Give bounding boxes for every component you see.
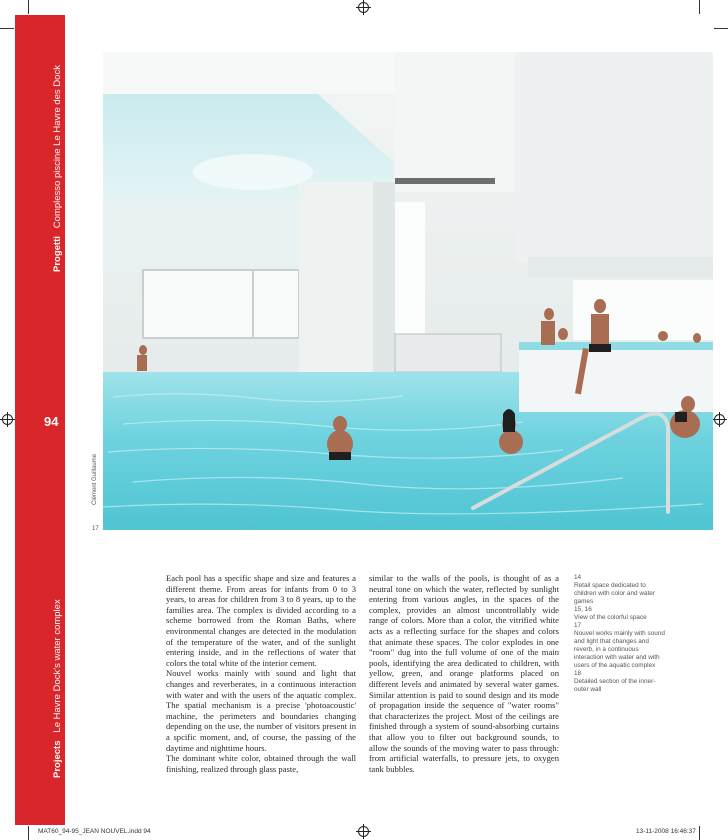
pool-photo [103, 52, 713, 530]
crop-mark [699, 0, 700, 14]
band-bottom-label [52, 599, 63, 778]
band-top-label-text: Complesso piscine Le Havre des Dock [52, 65, 63, 229]
caption-number: 17 [574, 622, 582, 629]
crop-mark [714, 28, 728, 29]
slug-timestamp: 13-11-2008 16:46:37 [636, 828, 696, 835]
crop-mark [699, 826, 700, 840]
crop-mark [28, 0, 29, 14]
crop-mark [0, 28, 14, 29]
body-paragraph: Each pool has a specific shape and size and features a different theme. From areas for infants from 0 to 3 years, to areas for children from 3 to 8 years, up to the families area. The complex is divided according to a scheme borrowed from the Roman Baths, where environmental changes are detected in the modulation of the temperature of the water, and of the sunlight entering inside, and in the reflections of water that colors the total white of the interior cement. [166, 573, 356, 668]
body-column-2 [369, 573, 559, 774]
body-paragraph: Nouvel works mainly with sound and light that changes and reverberates, in a continuous interaction with water and with the users of the aquatic complex. The spatial mechanism is a precise 'photoacoustic' machine, the perimeters and boundaries changing depending on the use, the number of visitors present in a spcific moment, and, of course, the passing of the daytime and nighttime hours. [166, 668, 356, 753]
band-bottom-label-bold: Projects [52, 740, 63, 778]
figure-number: 17 [92, 526, 99, 532]
crop-mark [28, 826, 29, 840]
caption-number: 14 [574, 574, 582, 581]
registration-mark-icon [358, 2, 369, 13]
band-top-label [52, 65, 63, 272]
slug-file-name: MAT60_94-95_JEAN NOUVEL.indd 94 [38, 828, 151, 835]
caption-text: View of the colorful space [574, 614, 647, 621]
caption-number: 15, 16 [574, 606, 592, 613]
body-paragraph: similar to the walls of the pools, is thought of as a neutral tone on which the water, reflected by sunlight entering from various angles, in the spaces of the complex, provides an almost uncontrollably wide range of colors. More than a color, the vitrified white acts as a reflecting surface for the shapes and colors that animate these spaces. The color explodes in one "room" dug into the full volume of one of the main pools, identifying the area dedicated to children, with yellow, green, and orange platforms placed on different levels and animated by several water games. Similar attention is paid to sound design and its mode of propagation inside the sequence of "water rooms" that characterizes the project. Most of the ceilings are finished through a system of sound-absorbing curtains that allow you to filter out background sounds, to allow the sounds of the moving water to pass through: from artificial waterfalls, to pressure jets, to oxygen tank bubbles. [369, 573, 559, 774]
photo-credit: Clément Guillaume [92, 453, 98, 505]
caption-number: 18 [574, 670, 582, 677]
page-number: 94 [44, 414, 59, 429]
registration-mark-icon [714, 414, 725, 425]
caption-text: Nouvel works mainly with sound and light that changes and reverb, in a continuous interaction with water and with users of the aquatic complex [574, 630, 665, 669]
caption-text: Detailed section of the inner-outer wall [574, 678, 656, 693]
body-paragraph: The dominant white color, obtained through the wall finishing, realized through glass paste, [166, 753, 356, 774]
band-top-label-bold: Progetti [52, 236, 63, 272]
caption-text: Retail space dedicated to children with color and water games [574, 582, 655, 605]
registration-mark-icon [358, 826, 369, 837]
captions [574, 574, 666, 694]
body-column-1 [166, 573, 356, 774]
pool-photo-illustration [103, 52, 713, 530]
band-bottom-label-text: Le Havre Dock's water complex [52, 599, 63, 733]
registration-mark-icon [2, 414, 13, 425]
